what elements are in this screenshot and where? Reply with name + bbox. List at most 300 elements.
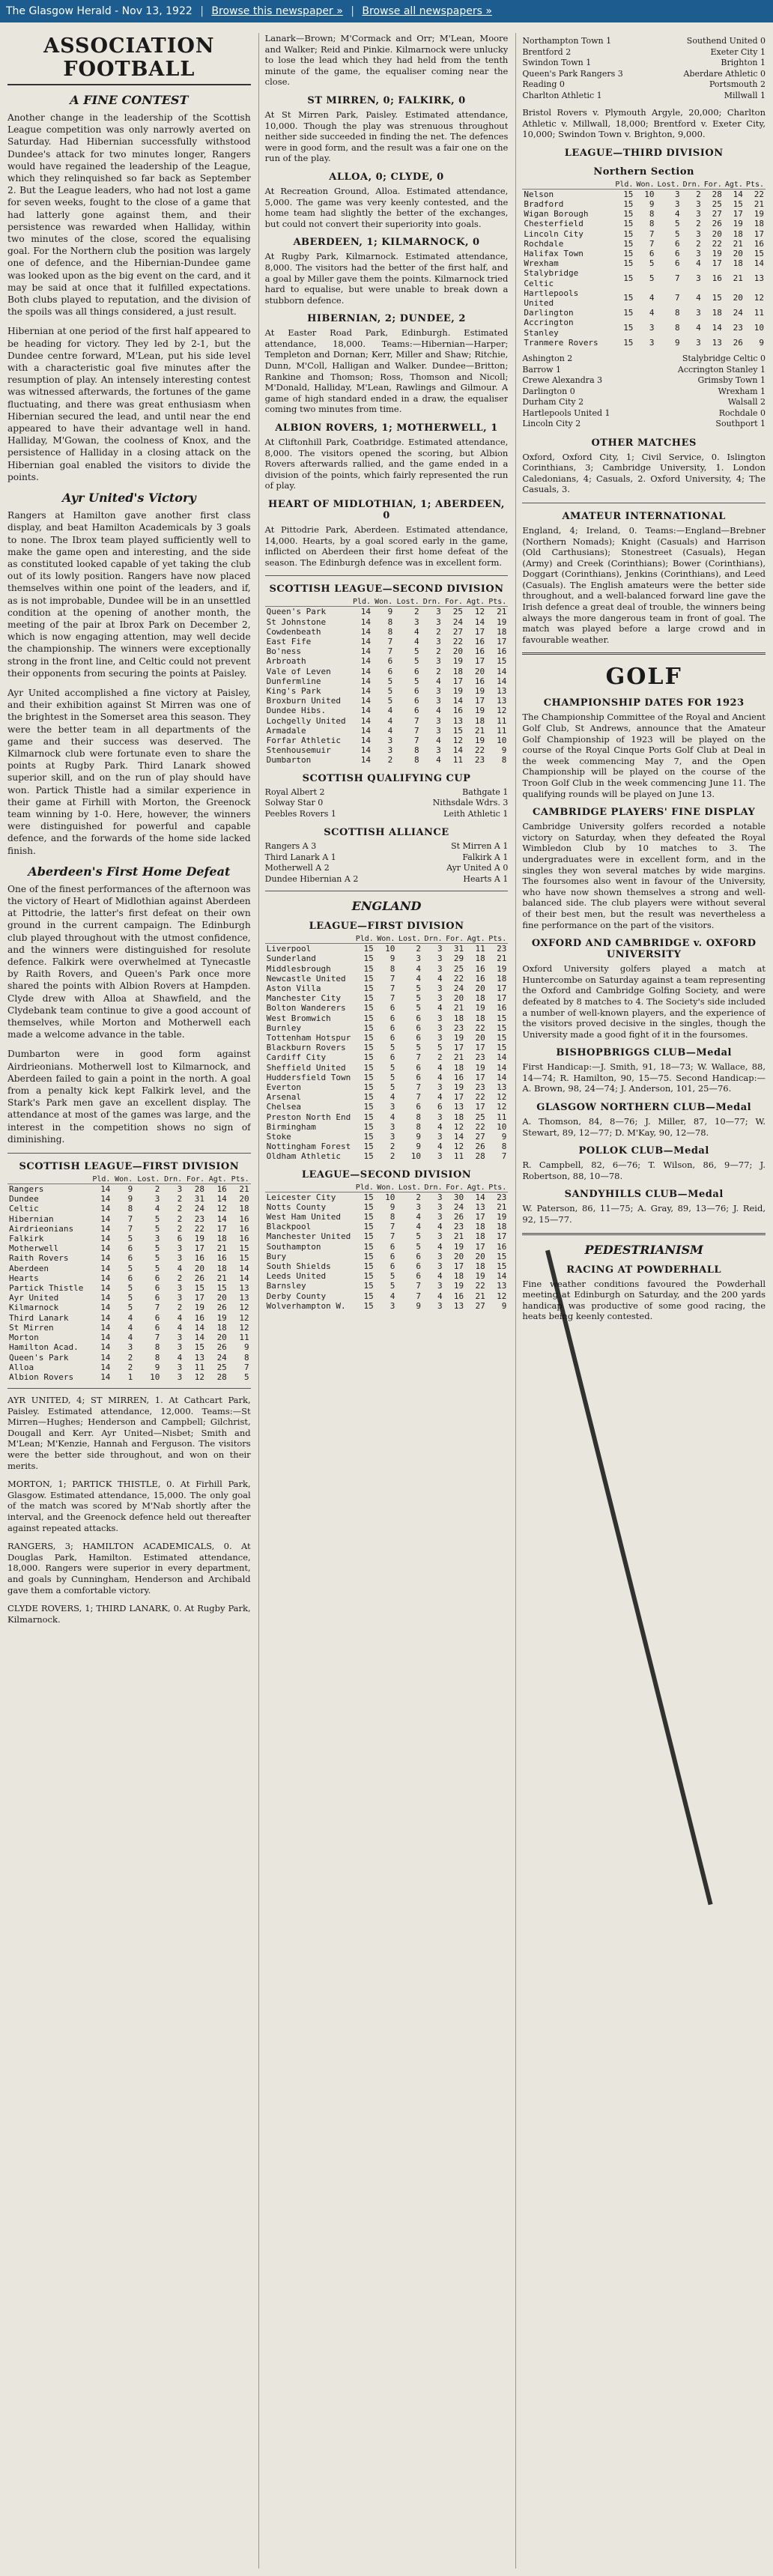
table-cell: 4 — [389, 1291, 395, 1301]
article-paragraph: Cambridge University golfers recorded a notable victory on Saturday, when they defeated the Royal Wimbledon Club by 10 matches to 3. The undergraduates were in excellent form, and in the singles they won several matches by wide margins. The foursomes also went in favour of the University, who have now shown themselves a strong and well-balanced side. The club players were without several of their best men, but the result was nevertheless a fine performance on the part of the visitors. — [522, 821, 766, 930]
table-cell: 14 — [216, 1213, 227, 1224]
result-line — [522, 387, 766, 398]
table-row — [7, 1293, 251, 1303]
table-cell: 13 — [194, 1352, 205, 1363]
table-cell: 3 — [414, 616, 419, 627]
table-cell: 15 — [363, 1013, 374, 1023]
table-cell: 16 — [239, 1213, 249, 1224]
column-2 — [258, 33, 509, 2569]
league-table — [7, 1175, 251, 1382]
table-cell: 3 — [437, 944, 443, 954]
table-cell: 15 — [623, 228, 634, 239]
table-cell: 29 — [453, 954, 464, 964]
table-cell: 19 — [474, 736, 485, 746]
results-list — [265, 841, 509, 885]
subheading: ENGLAND — [351, 899, 422, 914]
table-cell: 4 — [127, 1322, 133, 1333]
table-cell: 14 — [100, 1184, 111, 1195]
table-cell: 3 — [437, 993, 443, 1004]
column-header: Drn. — [421, 598, 443, 607]
table-cell: Broxburn United — [266, 696, 342, 706]
article-paragraph: Ayr United accomplished a fine victory at Paisley, and their exhibition against St Mirren was one of the brightest in the Somerset area this season. They were the better team in all departments of the game and their success was deserved. The Kilmarnock club were fortunate even to share the points at Rugby Park. Third Lanark showed superior skill, and on the run of play should have won. Partick Thistle had a similar experience in their game at Firhill with Morton, the Greenock team winning by 1-0. Here, however, the winners were distinguished for powerful and capable defence, and the forwards of the home side lacked finish. — [7, 687, 251, 856]
home-team: Crewe Alexandra 3 — [522, 375, 603, 386]
table-cell: 4 — [437, 1291, 443, 1301]
table-cell: Tottenham Hotspur — [266, 1032, 351, 1043]
table-row — [7, 1264, 251, 1273]
table-cell: 20 — [475, 1251, 485, 1261]
table-cell: Vale of Leven — [266, 666, 331, 676]
league-table — [265, 598, 509, 765]
table-cell: 19 — [475, 1062, 485, 1073]
away-team: Portsmouth 2 — [709, 79, 766, 89]
result-line — [265, 787, 509, 798]
table-cell: 3 — [675, 198, 680, 209]
table-cell: 18 — [216, 1234, 227, 1244]
table-cell: 8 — [244, 1352, 249, 1363]
table-cell: 19 — [452, 656, 463, 667]
result-line — [265, 809, 509, 820]
table-cell: 27 — [452, 626, 463, 637]
table-cell: 14 — [360, 736, 372, 746]
table-row — [265, 944, 509, 954]
table-row — [265, 696, 509, 706]
table-cell: 14 — [452, 696, 463, 706]
table-cell: 23 — [497, 1192, 507, 1202]
table-cell: 14 — [239, 1263, 249, 1273]
results-list — [265, 787, 509, 820]
table-title: RACING AT POWDERHALL — [566, 1264, 722, 1276]
table-cell: 23 — [453, 1222, 464, 1232]
table-cell: 10 — [410, 1151, 422, 1162]
table-cell: 10 — [644, 189, 655, 199]
table-cell: 2 — [436, 666, 441, 676]
table-row — [7, 1283, 251, 1293]
table-cell: 5 — [154, 1223, 160, 1234]
away-team: Hearts A 1 — [463, 873, 509, 884]
table-cell: 15 — [363, 993, 374, 1004]
article-paragraph: Hibernian at one period of the first half appeared to be heading for victory. They led by 2-1, but the Dundee centre forward, M'Lean, put his side level with a characteristic goal five minutes after the resumption of play. An intensely interesting contest was witnessed afterwards, the fortunes of the game fluctuating, and there was great enthusiasm when Hibernian secured the lead, and until near the end appeared to have their advantage well in hand. Halliday, M'Gowan, the coolness of Knox, and the persistence of Halliday in a closing attack on the Hibernian goal enabled the visitors to divide the points. — [7, 326, 251, 482]
table-header-row — [522, 181, 766, 190]
table-row — [265, 1092, 509, 1102]
result-line — [522, 36, 766, 47]
table-cell: 6 — [177, 1234, 183, 1244]
table-cell: 28 — [475, 1151, 485, 1162]
table-row — [265, 1063, 509, 1073]
table-cell: 17 — [497, 1231, 507, 1242]
table-cell: 5 — [127, 1263, 133, 1273]
table-cell: 16 — [475, 973, 485, 984]
table-cell: Dunfermline — [266, 676, 321, 686]
table-cell: 5 — [127, 1303, 133, 1313]
table-cell: 14 — [100, 1352, 111, 1363]
table-cell: 17 — [475, 1212, 485, 1222]
table-cell: 16 — [474, 646, 485, 657]
table-row — [265, 1222, 509, 1231]
table-row — [265, 1102, 509, 1112]
table-cell: 5 — [414, 676, 419, 686]
article-paragraph: W. Paterson, 86, 11—75; A. Gray, 89, 13—76; J. Reid, 92, 15—77. — [522, 1203, 766, 1225]
table-cell: 8 — [501, 755, 507, 766]
table-cell: 17 — [474, 696, 485, 706]
table-title: SCOTTISH LEAGUE—SECOND DIVISION — [269, 584, 504, 595]
table-cell: 12 — [453, 1121, 464, 1132]
table-cell: 5 — [244, 1372, 249, 1382]
table-cell: 12 — [474, 607, 485, 617]
article-paragraph: A. Thomson, 84, 8—76; J. Miller, 87, 10—77; W. Stewart, 89, 12—77; D. M'Kay, 90, 12—78. — [522, 1116, 766, 1138]
table-cell: 26 — [733, 337, 743, 348]
match-report: RANGERS, 3; HAMILTON ACADEMICALS, 0. At Douglas Park, Hamilton. Estimated attendance, 18,000. Rangers were superior in every department, and goals by Cunningham, Henderson and Archibald gave them a comfortable victory. — [7, 1541, 251, 1595]
table-cell: 2 — [414, 607, 419, 617]
table-cell: 4 — [436, 676, 441, 686]
table-cell: 3 — [177, 1184, 183, 1195]
table-title: CAMBRIDGE PLAYERS' FINE DISPLAY — [533, 807, 756, 819]
table-row — [7, 1363, 251, 1372]
table-cell: 6 — [416, 1072, 422, 1082]
table-cell: 16 — [474, 676, 485, 686]
table-cell: 15 — [363, 1112, 374, 1122]
table-cell: 15 — [623, 293, 634, 303]
table-cell: 5 — [154, 1253, 160, 1264]
table-row — [522, 318, 766, 337]
table-cell: Aston Villa — [266, 983, 321, 993]
table-cell: 15 — [497, 1043, 507, 1053]
table-cell: Notts County — [266, 1201, 327, 1212]
table-cell: Aberdeen — [9, 1263, 49, 1273]
table-cell: 16 — [194, 1253, 205, 1264]
table-cell: 9 — [416, 1131, 422, 1142]
table-cell: 15 — [363, 973, 374, 984]
table-cell: 6 — [416, 1261, 422, 1272]
table-cell: 19 — [216, 1312, 227, 1323]
table-cell: 13 — [497, 696, 507, 706]
table-cell: 4 — [437, 973, 443, 984]
table-cell: Oldham Athletic — [266, 1151, 342, 1162]
table-cell: 13 — [475, 1201, 485, 1212]
table-cell: 7 — [244, 1362, 249, 1372]
table-cell: 27 — [475, 1300, 485, 1311]
table-cell: 14 — [497, 676, 507, 686]
table-cell: 3 — [436, 725, 441, 736]
table-cell: 11 — [239, 1333, 249, 1343]
home-team: Queen's Park Rangers 3 — [522, 68, 623, 79]
table-cell: 16 — [497, 1241, 507, 1252]
table-cell: 31 — [194, 1194, 205, 1204]
table-cell: 3 — [696, 209, 701, 219]
table-cell: 13 — [453, 1102, 464, 1112]
table-row — [265, 974, 509, 984]
table-cell: Nelson — [524, 189, 554, 199]
home-team: Ashington 2 — [522, 354, 573, 364]
table-cell: 11 — [497, 1112, 507, 1122]
table-cell: 14 — [474, 616, 485, 627]
table-row — [7, 1234, 251, 1243]
table-cell: 7 — [649, 228, 655, 239]
article-paragraph: Bristol Rovers v. Plymouth Argyle, 20,000; Charlton Athletic v. Millwall, 18,000; Brentford v. Exeter City, 10,000; Swindon Town v. Brighton, 9,000. — [522, 107, 766, 140]
table-cell: 17 — [452, 676, 463, 686]
article-paragraph: The Championship Committee of the Royal and Ancient Golf Club, St Andrews, announce that the Amateur Golf Championship of 1923 will be played on the course of the Royal Cinque Ports Golf Club at Deal in the week commencing May 7, and the Open Championship will be played on the course of the Troon Golf Club in the week commencing June 11. The qualifying rounds will be played on June 13. — [522, 712, 766, 799]
table-cell: 17 — [453, 1261, 464, 1272]
table-cell: 3 — [437, 1131, 443, 1142]
table-cell: 3 — [437, 1082, 443, 1092]
table-cell: 6 — [416, 1102, 422, 1112]
table-cell: 4 — [177, 1322, 183, 1333]
table-cell: 3 — [436, 607, 441, 617]
table-cell: 2 — [177, 1204, 183, 1214]
table-cell: East Fife — [266, 636, 312, 646]
table-cell: 4 — [675, 209, 680, 219]
table-title: SCOTTISH QUALIFYING CUP — [302, 772, 471, 784]
table-cell: 3 — [154, 1194, 160, 1204]
table-cell: 6 — [389, 1241, 395, 1252]
away-team: Accrington Stanley 1 — [677, 364, 766, 375]
table-row — [522, 249, 766, 258]
table-cell: 8 — [416, 1112, 422, 1122]
table-cell: 18 — [216, 1263, 227, 1273]
table-row — [7, 1323, 251, 1333]
table-cell: Partick Thistle — [9, 1283, 84, 1294]
table-cell: 3 — [437, 1151, 443, 1162]
table-cell: Preston North End — [266, 1112, 351, 1122]
table-cell: 12 — [497, 1092, 507, 1103]
table-cell: Armadale — [266, 725, 306, 736]
top-navigation-bar — [0, 0, 773, 22]
table-cell: 15 — [497, 1032, 507, 1043]
table-cell: 13 — [712, 337, 722, 348]
table-row — [265, 1242, 509, 1252]
table-cell: 7 — [416, 1052, 422, 1063]
table-cell: 8 — [649, 209, 655, 219]
table-cell: 18 — [239, 1204, 249, 1214]
table-cell: 2 — [177, 1223, 183, 1234]
table-cell: 4 — [177, 1352, 183, 1363]
table-cell: Blackpool — [266, 1222, 312, 1232]
source-title: The Glasgow Herald - Nov 13, 1922 — [6, 5, 193, 17]
table-cell: 18 — [216, 1322, 227, 1333]
table-cell: 3 — [389, 1102, 395, 1112]
table-cell: 8 — [675, 323, 680, 333]
table-cell: 19 — [453, 1241, 464, 1252]
table-cell: 9 — [244, 1342, 249, 1353]
table-row — [522, 219, 766, 228]
table-cell: 10 — [754, 323, 765, 333]
table-row — [7, 1273, 251, 1283]
table-cell: 21 — [453, 1052, 464, 1063]
table-row — [265, 1301, 509, 1311]
table-cell: 4 — [437, 1062, 443, 1073]
result-line — [522, 397, 766, 408]
table-cell: Queen's Park — [266, 607, 327, 617]
table-cell: 5 — [389, 1072, 395, 1082]
table-cell: 16 — [497, 646, 507, 657]
table-cell: 6 — [389, 1261, 395, 1272]
table-cell: 4 — [436, 755, 441, 766]
column-header — [7, 1175, 90, 1184]
table-cell: 6 — [389, 1032, 395, 1043]
browse-all-link[interactable]: Browse all newspapers » — [362, 5, 492, 17]
table-cell: Darlington — [524, 308, 574, 318]
column-header: Pts. — [487, 1184, 509, 1192]
divider — [522, 652, 766, 655]
column-header: Won. — [375, 935, 397, 944]
table-cell: 14 — [452, 745, 463, 756]
table-cell: 15 — [363, 1102, 374, 1112]
table-cell: 3 — [649, 323, 655, 333]
table-cell: 4 — [437, 1241, 443, 1252]
table-cell: 14 — [360, 725, 372, 736]
table-row — [265, 736, 509, 745]
table-cell: 14 — [100, 1263, 111, 1273]
table-cell: 11 — [475, 944, 485, 954]
table-cell: 21 — [474, 725, 485, 736]
table-cell: 8 — [414, 755, 419, 766]
column-header — [265, 598, 351, 607]
table-row — [7, 1372, 251, 1382]
table-cell: 14 — [100, 1204, 111, 1214]
column-header: For. — [184, 1175, 206, 1184]
table-cell: 17 — [497, 983, 507, 993]
table-cell: 6 — [389, 1003, 395, 1013]
table-cell: 13 — [452, 715, 463, 726]
table-cell: 3 — [436, 636, 441, 646]
table-cell: 12 — [194, 1372, 205, 1382]
table-cell: 14 — [100, 1372, 111, 1382]
table-cell: 3 — [416, 1201, 422, 1212]
table-row — [265, 627, 509, 637]
table-cell: 2 — [127, 1362, 133, 1372]
column-3 — [515, 33, 766, 2569]
table-cell: 15 — [623, 209, 634, 219]
table-cell: 9 — [127, 1184, 133, 1195]
table-cell: 14 — [100, 1223, 111, 1234]
table-row — [265, 1112, 509, 1122]
table-cell: 18 — [452, 666, 463, 676]
match-heading: ALLOA, 0; CLYDE, 0 — [329, 171, 444, 183]
table-cell: 4 — [437, 1121, 443, 1132]
match-report: At Rugby Park, Kilmarnock. Estimated attendance, 8,000. The visitors had the better of the first half, and a goal by Miller gave them the points. Kilmarnock tried hard to equalise, but were unable to break down a stubborn defence. — [264, 251, 509, 306]
table-cell: 2 — [127, 1352, 133, 1363]
table-cell: Albion Rovers — [9, 1372, 74, 1382]
result-line — [265, 852, 509, 864]
table-cell: 14 — [475, 1192, 485, 1202]
table-cell: 19 — [474, 706, 485, 716]
table-cell: 15 — [363, 1241, 374, 1252]
column-header: Won. — [375, 1184, 397, 1192]
table-title: OTHER MATCHES — [591, 437, 697, 449]
table-cell: 13 — [497, 1281, 507, 1291]
table-cell: 22 — [452, 636, 463, 646]
league-table — [522, 181, 766, 348]
table-cell: 7 — [414, 725, 419, 736]
table-cell: 14 — [194, 1333, 205, 1343]
result-line — [522, 419, 766, 430]
table-cell: 4 — [696, 323, 701, 333]
table-cell: Manchester United — [266, 1231, 351, 1242]
table-cell: 15 — [363, 954, 374, 964]
table-cell: 14 — [360, 646, 372, 657]
table-cell: 16 — [712, 273, 722, 283]
table-row — [7, 1194, 251, 1204]
table-row — [265, 1073, 509, 1082]
table-cell: Manchester City — [266, 993, 342, 1004]
table-cell: 3 — [696, 308, 701, 318]
table-cell: 4 — [177, 1312, 183, 1323]
match-heading: HEART OF MIDLOTHIAN, 1; ABERDEEN, 0 — [268, 499, 505, 521]
table-cell: Bradford — [524, 198, 564, 209]
table-cell: 14 — [100, 1194, 111, 1204]
table-cell: 4 — [414, 626, 419, 637]
home-team: Motherwell A 2 — [264, 863, 330, 873]
table-cell: 14 — [100, 1213, 111, 1224]
table-cell: 30 — [453, 1192, 464, 1202]
home-team: Charlton Athletic 1 — [522, 90, 602, 100]
table-cell: Chelsea — [266, 1102, 302, 1112]
table-cell: 6 — [389, 1052, 395, 1063]
table-cell: 6 — [154, 1322, 160, 1333]
browse-newspaper-link[interactable]: Browse this newspaper » — [211, 5, 343, 17]
table-cell: 24 — [453, 983, 464, 993]
table-cell: 3 — [437, 1300, 443, 1311]
table-cell: 4 — [436, 706, 441, 716]
column-header: Pld. — [615, 180, 634, 189]
column-header: Lost. — [657, 180, 680, 189]
result-line — [265, 798, 509, 809]
table-cell: 21 — [475, 1291, 485, 1301]
table-cell: 14 — [360, 745, 372, 756]
table-cell: 14 — [360, 656, 372, 667]
results-list — [522, 36, 766, 101]
result-line — [522, 408, 766, 419]
away-team: Falkirk A 1 — [462, 852, 509, 862]
result-line — [522, 354, 766, 365]
away-team: Ayr United A 0 — [446, 863, 509, 873]
table-cell: 3 — [649, 337, 655, 348]
table-cell: 6 — [416, 1013, 422, 1023]
divider — [7, 1388, 251, 1389]
table-header-row — [265, 935, 509, 944]
table-cell: 16 — [475, 963, 485, 974]
table-cell: 3 — [437, 1112, 443, 1122]
table-cell: 3 — [177, 1283, 183, 1294]
table-cell: 14 — [100, 1253, 111, 1264]
table-cell: 15 — [733, 198, 743, 209]
table-cell: 25 — [453, 963, 464, 974]
home-team: Northampton Town 1 — [522, 36, 612, 46]
away-team: Aberdare Athletic 0 — [683, 68, 766, 79]
table-cell: 3 — [437, 1231, 443, 1242]
table-cell: 15 — [363, 1251, 374, 1261]
table-row — [265, 637, 509, 646]
table-cell: 3 — [436, 656, 441, 667]
table-cell: Burnley — [266, 1022, 302, 1033]
table-cell: 5 — [389, 1062, 395, 1073]
table-cell: 18 — [475, 993, 485, 1004]
column-header — [265, 935, 354, 944]
table-cell: 21 — [453, 1003, 464, 1013]
table-row — [265, 1151, 509, 1161]
table-cell: 3 — [437, 1192, 443, 1202]
table-cell: 2 — [436, 646, 441, 657]
table-row — [265, 1023, 509, 1033]
table-cell: 23 — [453, 1022, 464, 1033]
table-cell: Forfar Athletic — [266, 736, 342, 746]
home-team: Hartlepools United 1 — [522, 407, 610, 418]
table-cell: 26 — [216, 1342, 227, 1353]
table-title: LEAGUE—THIRD DIVISION — [564, 147, 724, 159]
table-cell: 19 — [754, 209, 765, 219]
table-cell: Chesterfield — [524, 219, 583, 229]
table-cell: 18 — [453, 1013, 464, 1023]
away-team: Millwall 1 — [724, 90, 766, 100]
